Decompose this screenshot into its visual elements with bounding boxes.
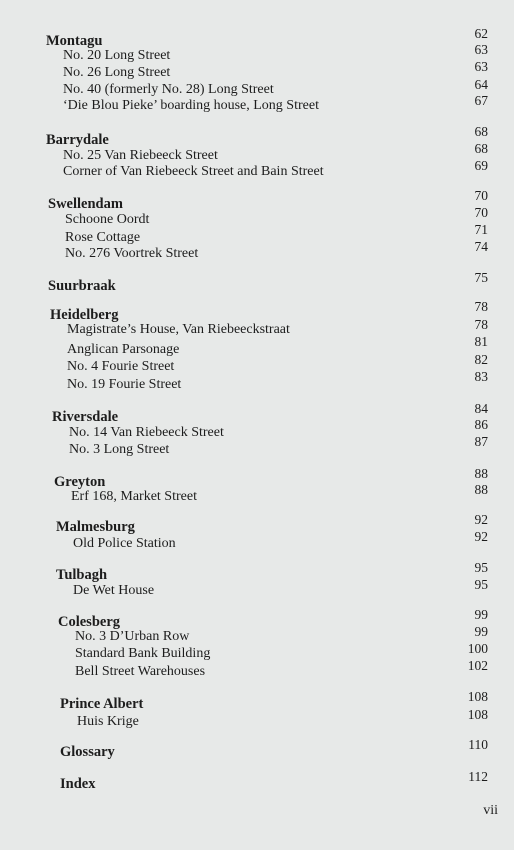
entry-title: Huis Krige (77, 714, 139, 729)
entry-title: De Wet House (73, 583, 155, 598)
entry-page-number: 87 (474, 434, 488, 449)
section-title: Montagu (46, 33, 103, 49)
entry-page-number: 108 (467, 707, 488, 722)
entry-page-number: 81 (474, 334, 488, 349)
entry-page-number: 88 (474, 482, 488, 497)
section-title: Barrydale (46, 132, 109, 148)
entry-page-number: 82 (474, 352, 488, 367)
entry-page-number: 95 (474, 560, 488, 575)
entry-page-number: 63 (474, 42, 488, 57)
entry-page-number: 69 (474, 158, 488, 173)
entry-title: ‘Die Blou Pieke’ boarding house, Long Street (63, 98, 319, 113)
entry-title: No. 25 Van Riebeeck Street (63, 148, 218, 163)
section-title: Heidelberg (50, 307, 119, 323)
section-title: Greyton (54, 474, 106, 490)
entry-page-number: 92 (474, 529, 488, 544)
entry-page-number: 68 (474, 141, 488, 156)
entry-title: No. 20 Long Street (63, 48, 171, 63)
entry-page-number: 99 (474, 624, 488, 639)
entry-page-number: 108 (467, 689, 488, 704)
entry-page-number: 110 (468, 737, 488, 752)
entry-page-number: 62 (474, 26, 488, 41)
entry-title: No. 14 Van Riebeeck Street (69, 425, 224, 440)
entry-title: No. 276 Voortrek Street (65, 246, 199, 261)
entry-page-number: 112 (468, 769, 488, 784)
entry-page-number: 70 (474, 188, 488, 203)
entry-title: Standard Bank Building (75, 646, 211, 661)
entry-page-number: 102 (467, 658, 488, 673)
entry-page-number: 71 (474, 222, 488, 237)
section-title: Suurbraak (48, 278, 116, 294)
entry-title: No. 19 Fourie Street (67, 377, 182, 392)
entry-page-number: 92 (474, 512, 488, 527)
entry-title: Magistrate’s House, Van Riebeeckstraat (67, 322, 290, 337)
entry-title: Erf 168, Market Street (71, 489, 197, 504)
page-number: vii (483, 803, 498, 818)
entry-title: Rose Cottage (65, 230, 141, 245)
section-title: Index (60, 776, 96, 792)
section-title: Riversdale (52, 409, 119, 425)
entry-page-number: 88 (474, 466, 488, 481)
entry-title: No. 26 Long Street (63, 65, 171, 80)
entry-page-number: 64 (474, 77, 488, 92)
section-title: Swellendam (48, 196, 123, 212)
entry-page-number: 99 (474, 607, 488, 622)
section-title: Colesberg (58, 614, 121, 630)
entry-page-number: 63 (474, 59, 488, 74)
entry-page-number: 83 (474, 369, 488, 384)
entry-page-number: 70 (474, 205, 488, 220)
entry-page-number: 84 (474, 401, 488, 416)
entry-page-number: 95 (474, 577, 488, 592)
section-title: Prince Albert (60, 696, 144, 712)
entry-title: Schoone Oordt (65, 212, 150, 227)
entry-page-number: 100 (467, 641, 488, 656)
entry-page-number: 78 (474, 317, 488, 332)
entry-page-number: 86 (474, 417, 488, 432)
entry-page-number: 74 (474, 239, 488, 254)
entry-title: No. 40 (formerly No. 28) Long Street (63, 82, 274, 97)
entry-title: Anglican Parsonage (67, 342, 180, 357)
entry-title: No. 3 Long Street (69, 442, 170, 457)
entry-page-number: 75 (474, 270, 488, 285)
section-title: Glossary (60, 744, 115, 760)
entry-page-number: 68 (474, 124, 488, 139)
section-title: Tulbagh (56, 567, 108, 583)
entry-page-number: 67 (474, 93, 488, 108)
section-title: Malmesburg (56, 519, 135, 535)
entry-title: Corner of Van Riebeeck Street and Bain Street (63, 164, 324, 179)
entry-title: No. 4 Fourie Street (67, 359, 175, 374)
entry-title: No. 3 D’Urban Row (75, 629, 190, 644)
entry-title: Old Police Station (73, 536, 176, 551)
entry-page-number: 78 (474, 299, 488, 314)
entry-title: Bell Street Warehouses (75, 664, 206, 679)
